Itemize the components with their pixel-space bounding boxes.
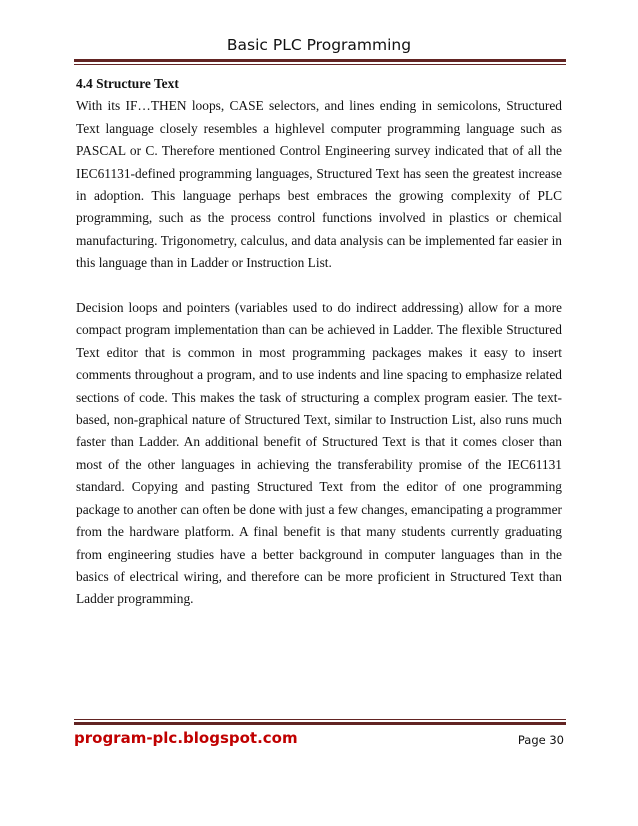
page-number: Page 30 <box>517 733 564 747</box>
header-rule-thick <box>74 59 566 62</box>
paragraph-1: With its IF…THEN loops, CASE selectors, and lines ending in semicolons, Structured Text language closely resembles a highlevel computer programming language such as PASCAL or C. Therefore mentioned Control Engineering survey indicated that of all the IEC61131-defined programming languages, Structured Text has seen the greatest increase in adoption. This language perhaps best embraces the growing complexity of PLC programming, such as the process control functions involved in plastics or chemical manufacturing. Trigonometry, calculus, and data analysis can be implemented far easier in this language than in Ladder or Instruction List. <box>76 98 562 271</box>
paragraph-2: Decision loops and pointers (variables used to do indirect addressing) allow for a more compact program implementation than can be achieved in Ladder. The flexible Structured Text editor that is common in most programming packages makes it easy to insert comments throughout a program, and to use indents and line spacing to emphasize related sections of code. This makes the task of structuring a complex program easier. The text-based, non-graphical nature of Structured Text, similar to Instruction List, also runs much faster than Ladder. An additional benefit of Structured Text is that it comes closer than most of the other languages in achieving the transferability promise of the IEC61131 standard. Copying and pasting Structured Text from the editor of one programming package to another can often be done with just a few changes, emancipating a programmer from the hardware platform. A final benefit is that many students currently graduating from engineering studies have a better background in computer languages than in the basics of electrical wiring, and therefore can be more proficient in Structured Text than Ladder programming. <box>76 300 562 607</box>
paragraph-spacer <box>76 275 562 297</box>
running-header-title: Basic PLC Programming <box>226 36 412 54</box>
main-content <box>76 73 562 611</box>
footer-rule-thick <box>74 722 566 725</box>
header-rule-thin <box>74 64 566 65</box>
footer-blog-link[interactable]: program-plc.blogspot.com <box>74 729 298 747</box>
footer-rule-thin <box>74 719 566 720</box>
section-heading: 4.4 Structure Text <box>76 76 179 91</box>
